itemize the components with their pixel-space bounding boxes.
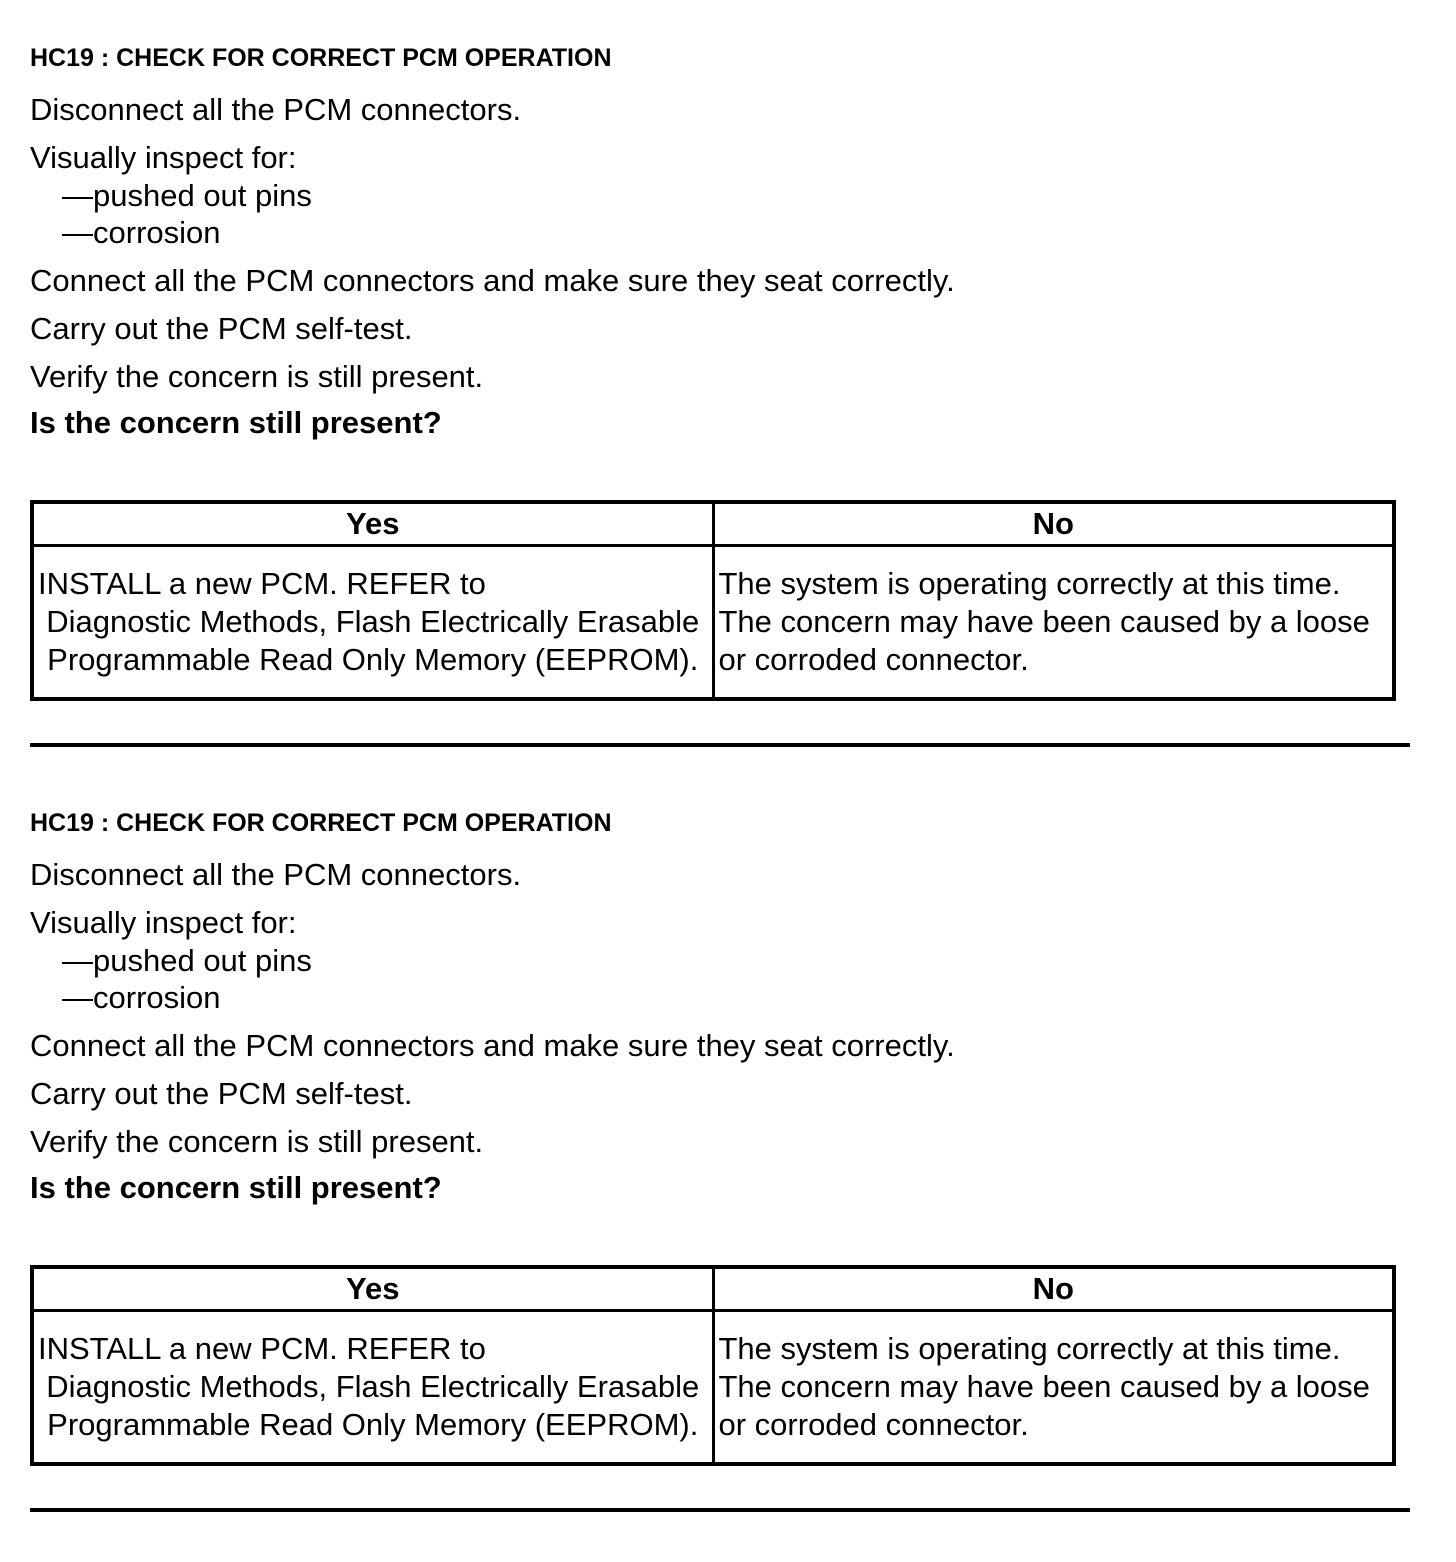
step-instruction: Verify the concern is still present. bbox=[30, 1124, 484, 1159]
no-header: No bbox=[713, 1267, 1394, 1311]
section-divider bbox=[30, 743, 1410, 747]
table-row bbox=[32, 546, 1394, 700]
decision-table bbox=[30, 500, 1396, 701]
step-instruction: Carry out the PCM self-test. bbox=[30, 311, 413, 346]
yes-action-reference: Diagnostic Methods, Flash Electrically Erasable Programmable Read Only Memory (EEPROM). bbox=[46, 1369, 700, 1442]
no-action-cell: The system is operating correctly at this time. The concern may have been caused by a loose or corroded connector. bbox=[713, 1311, 1394, 1465]
yes-header: Yes bbox=[32, 1267, 713, 1311]
table-header-row bbox=[32, 502, 1394, 546]
step-instruction: Disconnect all the PCM connectors. bbox=[30, 857, 522, 892]
table-row bbox=[32, 1311, 1394, 1465]
yes-action-text: INSTALL a new PCM. REFER to bbox=[38, 566, 486, 601]
no-action-cell: The system is operating correctly at this time. The concern may have been caused by a loose or corroded connector. bbox=[713, 546, 1394, 700]
step-instruction: Disconnect all the PCM connectors. bbox=[30, 92, 522, 127]
inspection-item: —pushed out pins bbox=[62, 178, 312, 213]
yes-header: Yes bbox=[32, 502, 713, 546]
yes-action-reference: Diagnostic Methods, Flash Electrically Erasable Programmable Read Only Memory (EEPROM). bbox=[46, 604, 700, 677]
step-question: Is the concern still present? bbox=[30, 1170, 442, 1205]
step-instruction: Connect all the PCM connectors and make sure they seat correctly. bbox=[30, 1028, 955, 1063]
yes-action-cell bbox=[32, 546, 713, 700]
inspection-item: —corrosion bbox=[62, 980, 221, 1015]
yes-action-cell bbox=[32, 1311, 713, 1465]
section-divider bbox=[30, 1508, 1410, 1512]
step-instruction: Visually inspect for: bbox=[30, 140, 297, 175]
table-header-row bbox=[32, 1267, 1394, 1311]
decision-table bbox=[30, 1265, 1396, 1466]
step-question: Is the concern still present? bbox=[30, 405, 442, 440]
step-title: HC19 : CHECK FOR CORRECT PCM OPERATION bbox=[30, 44, 612, 72]
no-header: No bbox=[713, 502, 1394, 546]
step-instruction: Connect all the PCM connectors and make sure they seat correctly. bbox=[30, 263, 955, 298]
step-instruction: Carry out the PCM self-test. bbox=[30, 1076, 413, 1111]
step-instruction: Verify the concern is still present. bbox=[30, 359, 484, 394]
yes-action-text: INSTALL a new PCM. REFER to bbox=[38, 1331, 486, 1366]
step-title: HC19 : CHECK FOR CORRECT PCM OPERATION bbox=[30, 809, 612, 837]
inspection-item: —corrosion bbox=[62, 215, 221, 250]
inspection-item: —pushed out pins bbox=[62, 943, 312, 978]
step-instruction: Visually inspect for: bbox=[30, 905, 297, 940]
